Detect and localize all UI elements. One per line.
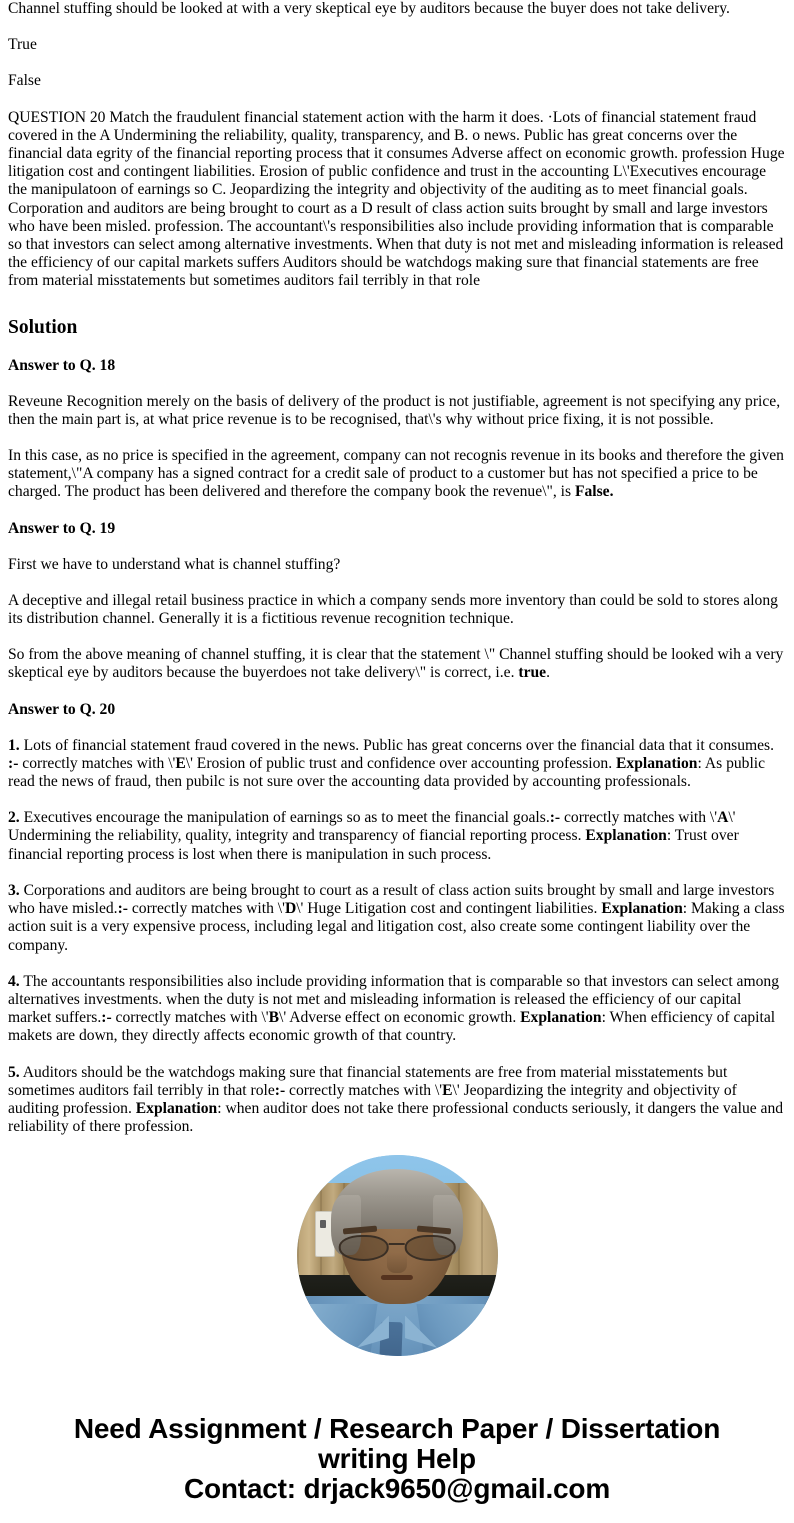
item-match-letter: A xyxy=(717,809,729,827)
option-true: True xyxy=(8,36,37,54)
option-false: False xyxy=(8,72,41,90)
answer-20-item xyxy=(8,882,786,955)
photo-mouth xyxy=(381,1275,413,1279)
answer-18-paragraph-1: Reveune Recognition merely on the basis of delivery of the product is not justifiable, agreement is not specifying any price, then the main part is, at what price revenue is to be recognised, that\'s why without price fixing, it is not possible. xyxy=(8,392,781,428)
answer-19-p3-text: So from the above meaning of channel stuffing, it is clear that the statement \" Channel stuffing should be looked wih a very skeptical eye by auditors because the buyerdoes not take delivery\" is correct, i.e. xyxy=(8,646,784,682)
photo-nose xyxy=(387,1253,407,1273)
spacer xyxy=(8,719,786,737)
answer-19-paragraph-1: First we have to understand what is channel stuffing? xyxy=(8,555,341,573)
item-match-after: \' Jeopardizing the integrity and objectivity of auditing profession. xyxy=(8,1081,737,1117)
item-number: 5. xyxy=(8,1063,20,1081)
item-explanation-label: Explanation xyxy=(135,1099,218,1117)
spacer xyxy=(8,54,786,72)
spacer xyxy=(8,18,786,36)
item-number: 2. xyxy=(8,809,20,827)
item-match-marker: :- xyxy=(274,1081,286,1099)
answer-19-paragraph-2: A deceptive and illegal retail business practice in which a company sends more inventory than could be sold to stores along its distribution channel. Generally it is a fictitious revenue recognition technique. xyxy=(8,591,778,628)
answer-20-item xyxy=(8,973,786,1046)
spacer xyxy=(8,429,786,447)
photo-shirt-right xyxy=(417,1304,494,1356)
photo-lens-right xyxy=(405,1235,455,1261)
item-explanation-text: : Trust over financial reporting process is lost when there is manipulation in such process. xyxy=(8,827,739,863)
spacer xyxy=(8,864,786,882)
item-statement: Corporations and auditors are being brought to court as a result of class action suits brought by small and large investors who have misled. xyxy=(8,881,775,918)
item-match-text: correctly matches with \' xyxy=(285,1081,443,1099)
item-match-letter: B xyxy=(268,1009,280,1027)
answer-20-item xyxy=(8,809,786,864)
avatar xyxy=(297,1155,498,1356)
answer-18-p2-text: In this case, as no price is specified in the agreement, company can not recognis revenue in its books and therefore the given statement,\"A company has a signed contract for a credit sale of product to a customer but has not specified a price to be charged. The product has been delivered and therefore the company book the revenue\", is xyxy=(8,447,784,501)
answer-20-item xyxy=(8,1064,786,1137)
answer-18-paragraph-2 xyxy=(8,447,786,502)
photo-glasses-bridge xyxy=(389,1243,405,1246)
spacer xyxy=(8,91,786,109)
item-match-letter: E xyxy=(175,754,186,772)
item-number: 1. xyxy=(8,736,20,754)
item-match-letter: D xyxy=(284,900,297,918)
photo-container xyxy=(8,1136,786,1374)
answer-19-paragraph-3 xyxy=(8,646,786,682)
answer-19-verdict: true xyxy=(518,664,547,682)
item-explanation-text: : When efficiency of capital makets are down, they directly affects economic growth of that country. xyxy=(8,1009,776,1045)
answer-19-p3-post: . xyxy=(546,664,551,682)
item-match-marker: :- xyxy=(101,1009,112,1027)
item-statement: The accountants responsibilities also include providing information that is comparable so that investors can select among alternatives investments. when the duty is not met and misleading information is released the efficiency of our capital market suffers. xyxy=(8,972,779,1027)
item-explanation-label: Explanation xyxy=(585,827,667,845)
item-match-letter: E xyxy=(442,1081,453,1099)
item-match-after: \' Undermining the reliability, quality, integrity and transparency of fiancial reporting process. xyxy=(8,809,736,845)
intro-statement: Channel stuffing should be looked at with a very skeptical eye by auditors because the buyer does not take delivery. xyxy=(8,0,730,17)
photo-lens-left xyxy=(339,1235,389,1261)
item-explanation-text: : As public read the news of fraud, then pubilc is not sure over the accounting data provided by accounting professionals. xyxy=(8,754,766,791)
item-number: 3. xyxy=(8,881,20,899)
footer-line-3: Contact: drjack9650@gmail.com xyxy=(183,1473,611,1505)
item-statement: Executives encourage the manipulation of earnings so as to meet the financial goals. xyxy=(19,809,550,827)
spacer xyxy=(8,574,786,592)
answer-20-item xyxy=(8,737,786,792)
item-match-after: \' Erosion of public trust and confidence over accounting profession. xyxy=(185,754,616,772)
answer-18-verdict: False. xyxy=(574,483,614,501)
item-match-marker: :- xyxy=(117,900,128,918)
footer-line-1: Need Assignment / Research Paper / Dissertation xyxy=(73,1413,721,1445)
answer-19-heading: Answer to Q. 19 xyxy=(8,519,116,537)
question-20-text: QUESTION 20 Match the fraudulent financial statement action with the harm it does. ·Lots of financial statement fraud covered in the A Undermining the reliability, quality, transparency, and B. o news. Public has great concerns over the financial data egrity of the financial reporting process that it consumes Adverse affect on economic growth. profession Huge litigation cost and contingent liabilities. Erosion of public confidence and trust in the accounting L\'Executives encourage the manipulatoon of earnings so C. Jeopardizing the integrity and objectivity of the auditing as to meet financial goals. Corporation and auditors are being brought to court as a D result of class action suits brought by small and large investors who have been misled. profession. The accountant\'s responsibilities also include providing information that is comparable so that investors can select among alternative investments. When that duty is not met and misleading information is released the efficiency of our capital markets suffers Auditors should be watchdogs making sure that financial statements are free from material misstatements but sometimes auditors fail terribly in that role xyxy=(8,108,785,290)
photo-shirt-left xyxy=(300,1304,377,1356)
item-match-after: \' Huge Litigation cost and contingent liabilities. xyxy=(296,900,602,918)
item-number: 4. xyxy=(8,972,20,990)
item-match-text: correctly matches with \' xyxy=(560,809,718,827)
item-match-text: correctly matches with \' xyxy=(111,1009,269,1027)
spacer xyxy=(8,502,786,520)
item-explanation-text: : Making a class action suit is a very expensive process, including legal and litigation cost, also create some contingent liability over the company. xyxy=(8,900,785,954)
answer-18-heading: Answer to Q. 18 xyxy=(8,356,116,374)
spacer xyxy=(8,538,786,556)
spacer xyxy=(8,683,786,701)
item-match-after: \' Adverse effect on economic growth. xyxy=(279,1009,521,1027)
spacer xyxy=(8,955,786,973)
item-statement: Auditors should be the watchdogs making sure that financial statements are free from material misstatements but sometimes auditors fail terribly in that role xyxy=(8,1063,728,1099)
item-explanation-label: Explanation xyxy=(616,754,698,772)
solution-heading: Solution xyxy=(8,316,78,338)
item-match-marker: :- xyxy=(8,754,19,772)
item-match-text: correctly matches with \' xyxy=(18,754,176,772)
footer-line-2: writing Help xyxy=(318,1443,476,1475)
answer-20-item-list xyxy=(8,737,786,1137)
item-explanation-label: Explanation xyxy=(520,1009,602,1027)
spacer xyxy=(8,375,786,393)
item-statement: Lots of financial statement fraud covered in the news. Public has great concerns over the financial data that it consumes. xyxy=(19,736,775,754)
item-match-marker: :- xyxy=(549,809,561,827)
spacer xyxy=(8,791,786,809)
footer xyxy=(8,1414,786,1504)
answer-20-heading: Answer to Q. 20 xyxy=(8,700,116,718)
spacer xyxy=(8,1046,786,1064)
item-explanation-label: Explanation xyxy=(601,900,683,918)
item-explanation-text: : when auditor does not take there professional conducts seriously, it dangers the value and reliability of there profession. xyxy=(8,1099,784,1136)
spacer xyxy=(8,628,786,646)
item-match-text: correctly matches with \' xyxy=(127,900,285,918)
